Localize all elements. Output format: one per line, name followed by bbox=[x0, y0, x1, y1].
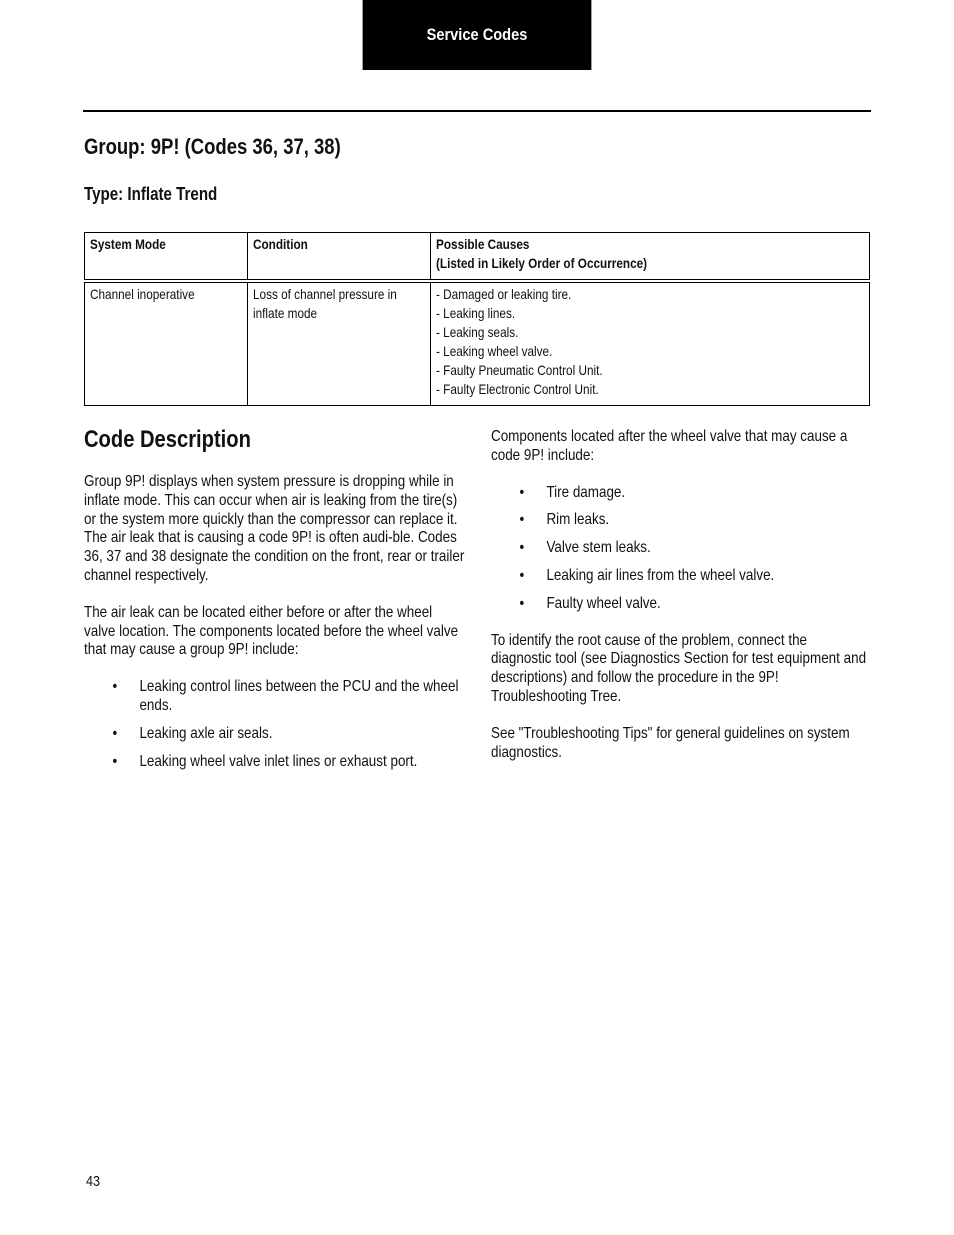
table-header-row bbox=[85, 233, 870, 282]
cause-item: - Leaking lines. bbox=[436, 305, 516, 321]
cause-item: - Faulty Electronic Control Unit. bbox=[436, 381, 599, 397]
header-condition-label: Condition bbox=[253, 236, 308, 252]
bullet-icon: • bbox=[519, 594, 525, 612]
list-item-text: Leaking air lines from the wheel valve. bbox=[546, 566, 775, 584]
bullet-icon: • bbox=[519, 483, 525, 501]
description-paragraph: Group 9P! displays when system pressure is dropping while in inflate mode. This can occur when air is leaking from the tire(s) or the system more quickly than the compressor can replace it. The air leak that is causing a code 9P! is often audi-ble. Codes 36, 37 and 38 designate the condition on the front, rear or trailer channel respectively. bbox=[84, 473, 465, 584]
group-title: Group: 9P! (Codes 36, 37, 38) bbox=[84, 134, 341, 159]
type-title: Type: Inflate Trend bbox=[84, 184, 218, 204]
header-causes-line1: Possible Causes bbox=[436, 236, 530, 252]
description-paragraph: Components located after the wheel valve that may cause a code 9P! include: bbox=[491, 428, 848, 464]
list-item-text: Valve stem leaks. bbox=[546, 539, 651, 557]
cell-system-mode bbox=[85, 281, 248, 406]
description-paragraph: See "Troubleshooting Tips" for general guidelines on system diagnostics. bbox=[491, 724, 850, 761]
list-item-text: Leaking wheel valve inlet lines or exhaust port. bbox=[139, 752, 418, 770]
description-paragraph: The air leak can be located either before or after the wheel valve location. The components located before the wheel valve that may cause a group 9P! include: bbox=[84, 603, 459, 659]
header-possible-causes bbox=[431, 233, 870, 282]
list-item-text: Faulty wheel valve. bbox=[546, 594, 661, 612]
list-item bbox=[491, 539, 871, 558]
code-description-title: Code Description bbox=[84, 426, 251, 453]
header-causes-line2: (Listed in Likely Order of Occurrence) bbox=[436, 255, 648, 271]
description-paragraph: To identify the root cause of the problem, connect the diagnostic tool (see Diagnostics Section for test equipment and descriptions) and follow the procedure in the 9P! Troubleshooting Tree. bbox=[491, 631, 867, 705]
list-item bbox=[491, 484, 871, 503]
list-item bbox=[491, 511, 871, 530]
list-item bbox=[491, 595, 871, 614]
list-item-text: Leaking axle air seals. bbox=[139, 724, 273, 742]
header-system-mode-label: System Mode bbox=[90, 236, 166, 252]
bullet-icon: • bbox=[112, 752, 118, 770]
list-item-text: Tire damage. bbox=[546, 483, 626, 501]
before-valve-list bbox=[84, 678, 466, 771]
bullet-icon: • bbox=[519, 539, 525, 557]
left-column bbox=[84, 473, 466, 789]
system-mode-value: Channel inoperative bbox=[90, 286, 195, 302]
header-possible-causes-label bbox=[436, 235, 864, 273]
causes-list bbox=[436, 285, 864, 399]
page-number: 43 bbox=[86, 1173, 101, 1190]
table-row bbox=[85, 281, 870, 406]
list-item bbox=[84, 725, 466, 744]
cell-condition bbox=[248, 281, 431, 406]
list-item-text: Leaking control lines between the PCU and the wheel ends. bbox=[139, 678, 459, 714]
cause-item: - Leaking wheel valve. bbox=[436, 343, 553, 359]
header-condition bbox=[248, 233, 431, 282]
bullet-icon: • bbox=[519, 566, 525, 584]
right-column bbox=[491, 428, 871, 780]
after-valve-list bbox=[491, 484, 871, 614]
cause-item: - Leaking seals. bbox=[436, 324, 519, 340]
condition-value: Loss of channel pressure in inflate mode bbox=[253, 286, 397, 321]
cell-possible-causes bbox=[431, 281, 870, 406]
header-divider bbox=[83, 110, 871, 112]
list-item-text: Rim leaks. bbox=[546, 511, 610, 529]
header-system-mode bbox=[85, 233, 248, 282]
bullet-icon: • bbox=[112, 724, 118, 742]
bullet-icon: • bbox=[112, 678, 118, 696]
service-code-table bbox=[84, 232, 870, 406]
cause-item: - Damaged or leaking tire. bbox=[436, 286, 572, 302]
list-item bbox=[491, 567, 871, 586]
cause-item: - Faulty Pneumatic Control Unit. bbox=[436, 362, 603, 378]
section-header-tab bbox=[363, 0, 592, 70]
bullet-icon: • bbox=[519, 511, 525, 529]
list-item bbox=[84, 678, 466, 716]
list-item bbox=[84, 753, 466, 772]
section-header-label: Service Codes bbox=[426, 25, 528, 44]
